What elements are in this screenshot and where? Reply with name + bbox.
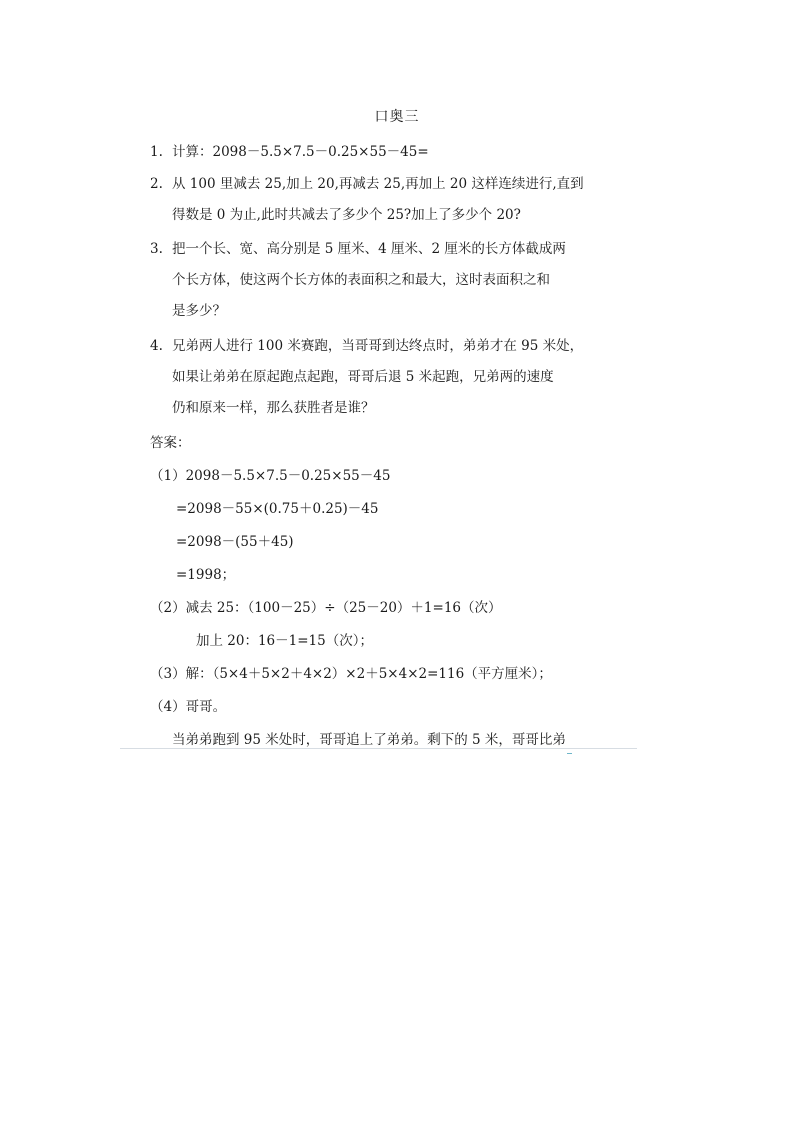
question-3-continuation: 是多少？: [172, 303, 226, 319]
page-break-divider: [120, 748, 637, 749]
answer-line: （4）哥哥。: [150, 699, 227, 715]
document-title: 口奥三: [374, 109, 420, 125]
question-4: [150, 337, 583, 355]
question-number: 4.: [150, 338, 163, 354]
question-text: 兄弟两人进行 100 米赛跑，当哥哥到达终点时，弟弟才在 95 米处，: [172, 338, 584, 354]
question-1: [150, 143, 429, 161]
answer-line: （1）2098－5.5×7.5－0.25×55－45: [150, 468, 391, 484]
question-3: [150, 240, 566, 258]
answer-heading: 答案：: [150, 435, 191, 451]
question-text: 把一个长、宽、高分别是 5 厘米、4 厘米、2 厘米的长方体截成两: [172, 241, 566, 257]
question-2-continuation: 得数是 0 为止,此时共减去了多少个 25?加上了多少个 20?: [172, 207, 521, 223]
question-text: 从 100 里减去 25,加上 20,再减去 25,再加上 20 这样连续进行,直到: [172, 176, 584, 192]
question-text: 计算：2098－5.5×7.5－0.25×55－45=: [172, 144, 429, 160]
scan-mark: [567, 753, 572, 754]
answer-line: =1998；: [176, 567, 236, 583]
answer-line: =2098－(55＋45): [176, 534, 294, 550]
question-number: 1.: [150, 144, 163, 160]
answer-line: 当弟弟跑到 95 米处时，哥哥追上了弟弟。剩下的 5 米，哥哥比弟: [172, 732, 566, 748]
answer-line: （2）减去 25：（100－25）÷（25－20）＋1=16（次）: [150, 600, 502, 616]
answer-line: （3）解：（5×4＋5×2＋4×2）×2＋5×4×2=116（平方厘米）；: [150, 666, 552, 682]
question-2: [150, 175, 584, 193]
question-3-continuation: 个长方体，使这两个长方体的表面积之和最大，这时表面积之和: [172, 272, 550, 288]
question-4-continuation: 仍和原来一样，那么获胜者是谁？: [172, 400, 375, 416]
question-number: 3.: [150, 241, 163, 257]
question-4-continuation: 如果让弟弟在原起跑点起跑，哥哥后退 5 米起跑，兄弟两的速度: [172, 369, 554, 385]
question-number: 2.: [150, 176, 163, 192]
answer-line: =2098－55×(0.75＋0.25)－45: [176, 501, 379, 517]
answer-line: 加上 20：16－1=15（次）；: [196, 633, 373, 649]
